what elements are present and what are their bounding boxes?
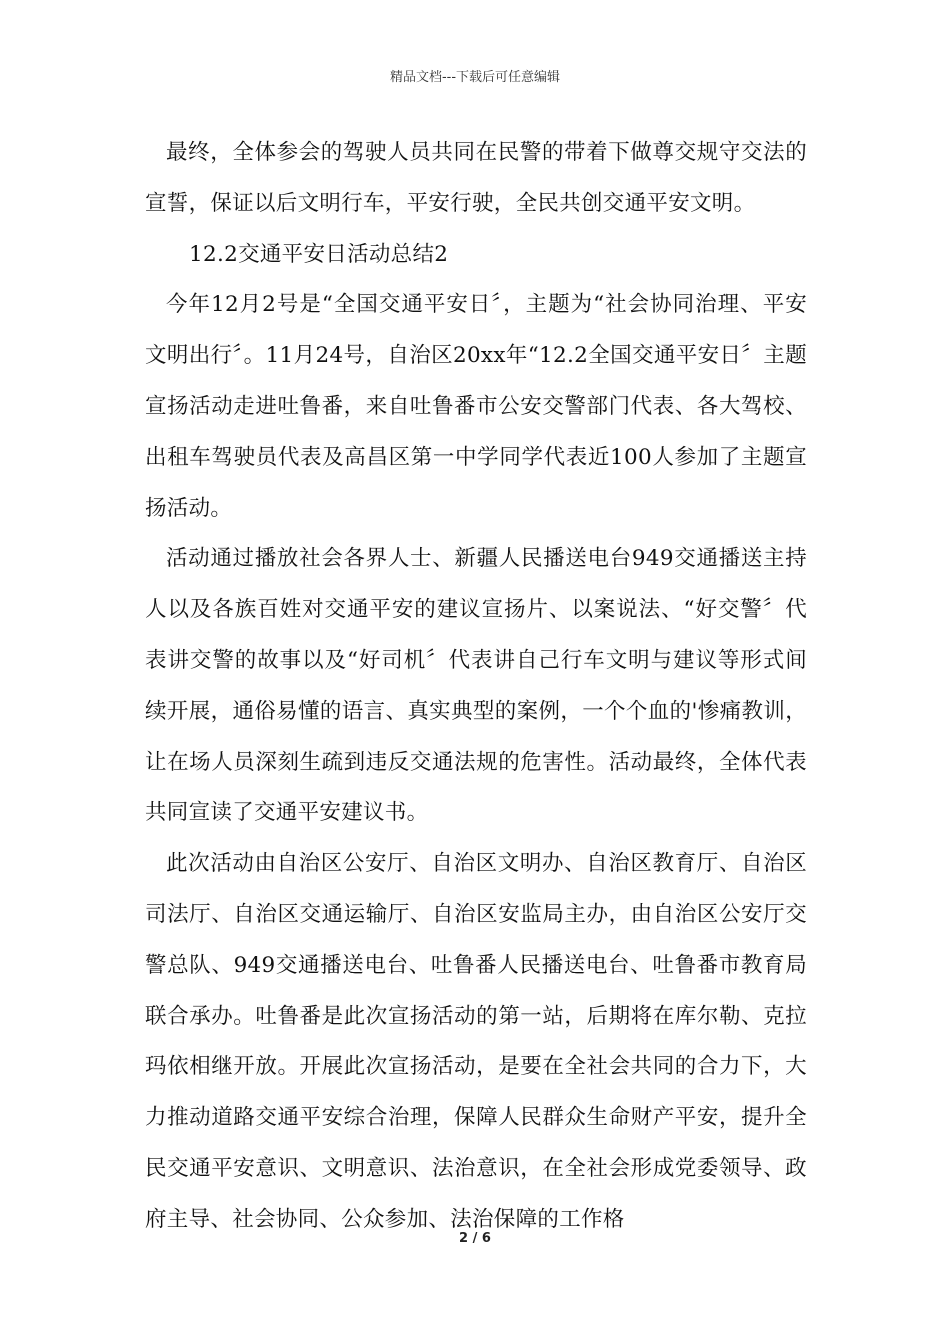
document-body <box>145 128 807 1246</box>
section-heading: 12.2交通平安日活动总结2 <box>189 241 449 267</box>
paragraph-closing-oath: 最终，全体参会的驾驶人员共同在民警的带着下做尊交规守交法的宣誓，保证以后文明行车，平安行驶，全民共创交通平安文明。 <box>145 140 807 216</box>
paragraph-event-intro: 今年12月2号是“全国交通平安日〞，主题为“社会协同治理、平安文明出行〞。11月24号，自治区20xx年“12.2全国交通平安日〞主题宣扬活动走进吐鲁番，来自吐鲁番市公安交警部门代表、各大驾校、出租车驾驶员代表及高昌区第一中学同学代表近100人参加了主题宣扬活动。 <box>145 292 807 521</box>
page-header: 精品文档---下载后可任意编辑 <box>389 70 561 85</box>
paragraph-event-organizers: 此次活动由自治区公安厅、自治区文明办、自治区教育厅、自治区司法厅、自治区交通运输厅、自治区安监局主办，由自治区公安厅交警总队、949交通播送电台、吐鲁番人民播送电台、吐鲁番市教育局联合承办。吐鲁番是此次宣扬活动的第一站，后期将在库尔勒、克拉玛依相继开放。开展此次宣扬活动，是要在全社会共同的合力下，大力推动道路交通平安综合治理，保障人民群众生命财产平安，提升全民交通平安意识、文明意识、法治意识，在全社会形成党委领导、政府主导、社会协同、公众参加、法治保障的工作格 <box>145 851 807 1232</box>
page-number: 2 / 6 <box>459 1231 491 1246</box>
paragraph-event-activities: 活动通过播放社会各界人士、新疆人民播送电台949交通播送主持人以及各族百姓对交通平安的建议宣扬片、以案说法、“好交警〞代表讲交警的故事以及“好司机〞代表讲自己行车文明与建议等形式间续开展，通俗易懂的语言、真实典型的案例，一个个血的'惨痛教训，让在场人员深刻生疏到违反交通法规的危害性。活动最终，全体代表共同宣读了交通平安建议书。 <box>145 546 807 826</box>
